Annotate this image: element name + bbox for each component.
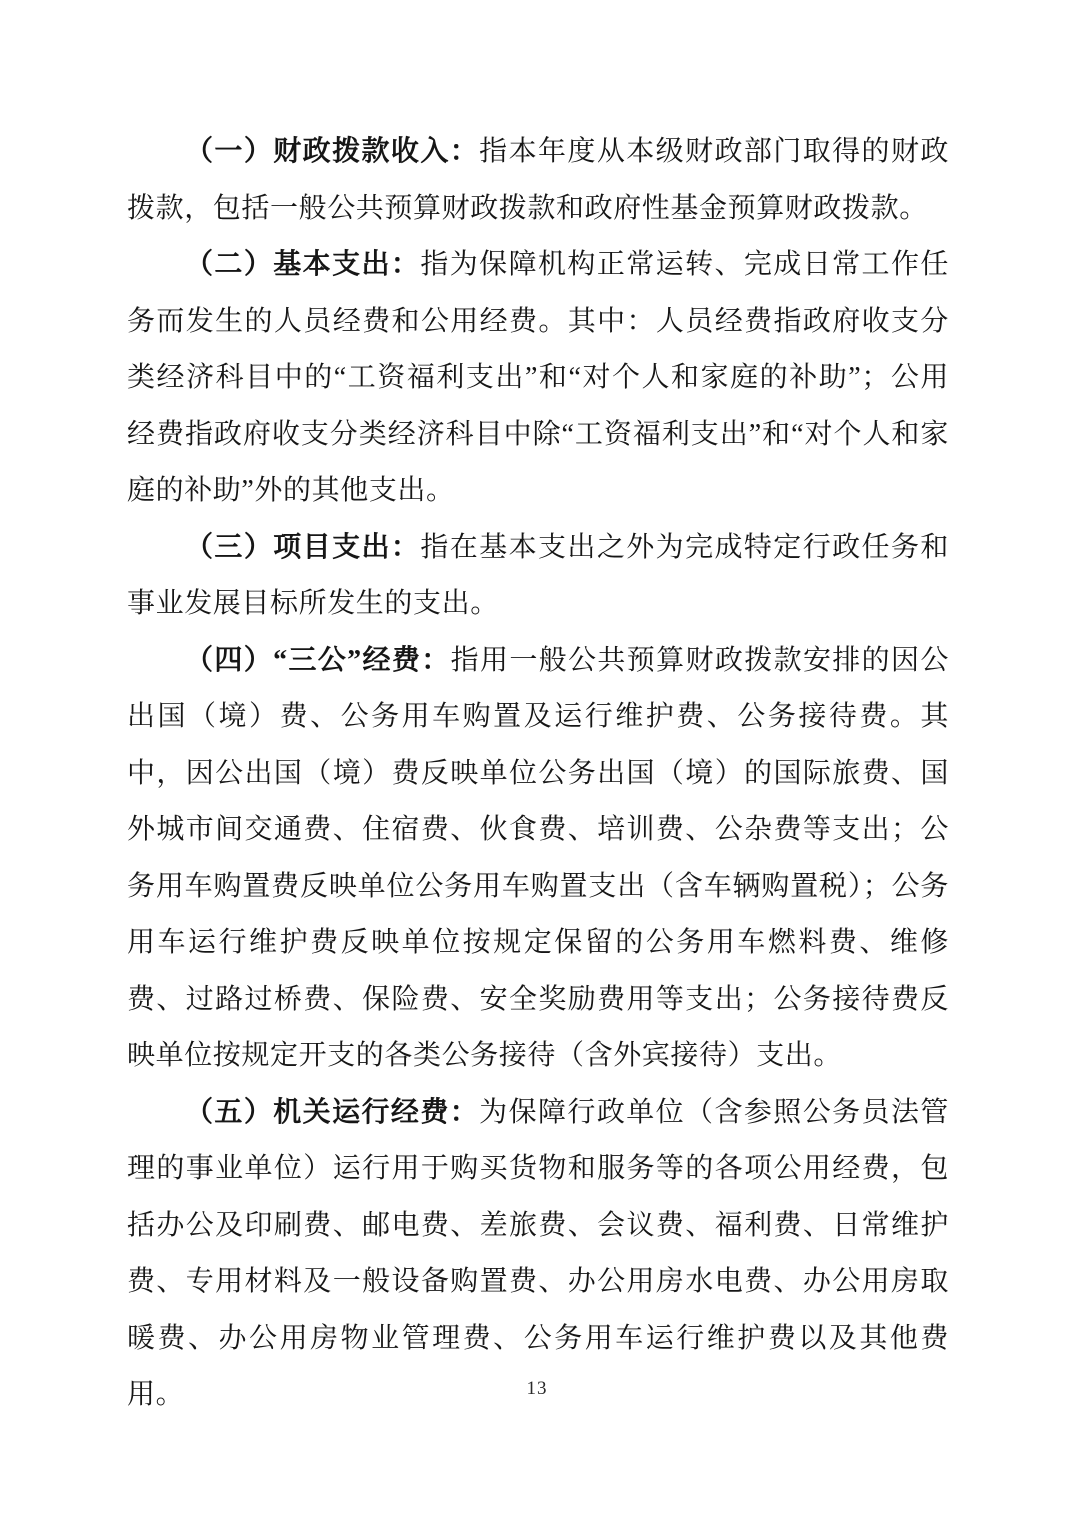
paragraph-lead: （五）机关运行经费：: [185, 1096, 480, 1128]
paragraph-basic-expenditure: [127, 237, 949, 520]
document-body: [127, 124, 949, 1424]
paragraph-text: 指本年度从本级财政部门取得的财政拨款，包括一般公共预算财政拨款和政府性基金预算财政拨款。: [127, 136, 949, 224]
paragraph-text: 指用一般公共预算财政拨款安排的因公出国（境）费、公务用车购置及运行维护费、公务接待费。其中，因公出国（境）费反映单位公务出国（境）的国际旅费、国外城市间交通费、住宿费、伙食费、培训费、公杂费等支出；公务用车购置费反映单位公务用车购置支出（含车辆购置税）；公务用车运行维护费反映单位按规定保留的公务用车燃料费、维修费、过路过桥费、保险费、安全奖励费用等支出；公务接待费反映单位按规定开支的各类公务接待（含外宾接待）支出。: [127, 644, 949, 1071]
paragraph-text: 指为保障机构正常运转、完成日常工作任务而发生的人员经费和公用经费。其中：人员经费指政府收支分类经济科目中的“工资福利支出”和“对个人和家庭的补助”；公用经费指政府收支分类经济科目中除“工资福利支出”和“对个人和家庭的补助”外的其他支出。: [127, 249, 949, 506]
paragraph-three-public-funds: [127, 633, 949, 1085]
paragraph-lead: （四）“三公”经费：: [185, 644, 451, 676]
page-number: 13: [526, 1378, 548, 1399]
paragraph-lead: （二）基本支出：: [185, 249, 421, 280]
paragraph-text: 指在基本支出之外为完成特定行政任务和事业发展目标所发生的支出。: [127, 531, 949, 619]
paragraph-agency-operating-funds: [127, 1085, 949, 1424]
paragraph-lead: （三）项目支出：: [185, 531, 421, 563]
paragraph-fiscal-appropriation-income: [127, 124, 949, 237]
paragraph-project-expenditure: [127, 520, 949, 633]
paragraph-lead: （一）财政拨款收入：: [185, 136, 480, 167]
paragraph-text: 为保障行政单位（含参照公务员法管理的事业单位）运行用于购买货物和服务等的各项公用经费，包括办公及印刷费、邮电费、差旅费、会议费、福利费、日常维护费、专用材料及一般设备购置费、办公用房水电费、办公用房取暖费、办公用房物业管理费、公务用车运行维护费以及其他费用。: [127, 1096, 949, 1410]
